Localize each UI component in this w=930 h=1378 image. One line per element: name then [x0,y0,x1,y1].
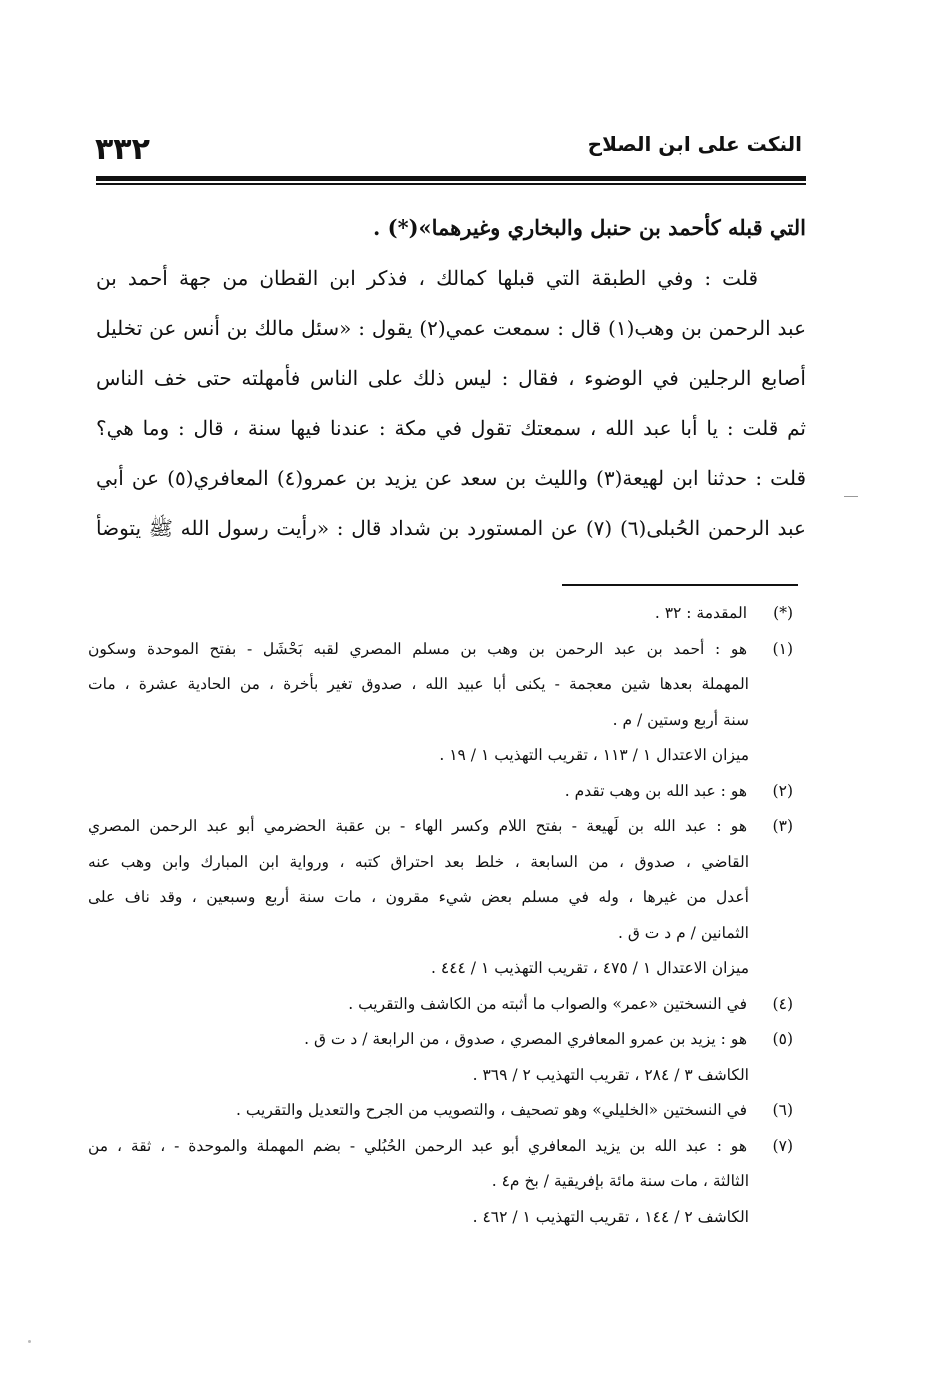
footnote-line [88,1093,793,1129]
footnote-text: هو : أحمد بن عبد الرحمن بن وهب بن مسلم المصري لقبه بَحْشَل - بفتح الموحدة وسكون [88,639,747,658]
footnote-text: في النسختين «الخليلي» وهو تصحيف ، والتصويب من الجرح والتعديل والتقريب . [235,1101,747,1119]
footnote-number: (٢) [772,781,793,800]
footnote-number: (٦) [772,1101,793,1119]
page-number: ٣٣٢ [95,132,150,167]
footnote-line [88,987,793,1023]
footnote-line [88,880,793,916]
footnote-line [88,703,793,739]
footnote-line [88,1164,793,1200]
main-line: التي قبله كأحمد بن حنبل والبخاري وغيرهما»(*) . [373,215,806,240]
scan-speck [28,1340,31,1343]
footnote-number: (٧) [772,1136,793,1155]
footnote-line [88,1200,793,1236]
footnote-text: الثالثة ، مات سنة مائة بإفريقية / بخ م٤ . [491,1172,749,1190]
footnote-source: الكاشف ٢ / ١٤٤ ، تقريب التهذيب ١ / ٤٦٢ . [472,1207,749,1226]
footnote-text: هو : عبد الله بن وهب تقدم . [564,781,747,800]
main-text [96,203,806,553]
footnote-text: هو : عبد الله بن لَهيعة - بفتح اللام وكسر الهاء - بن عقبة الحضرمي أبو عبد الرحمن المصري [88,817,747,835]
footnote-separator [562,584,798,586]
footnote-text: القاضي ، صدوق ، من السابعة ، خلط بعد احتراق كتبه ، ورواية ابن المبارك وابن وهب عنه [88,852,749,871]
main-line: قلت : حدثنا ابن لهيعة(٣) والليث بن سعد عن يزيد بن عمرو(٤) المعافري(٥) عن أبي [96,466,806,490]
footnote-number: (٤) [772,994,793,1013]
footnote-text: هو : عبد الله بن يزيد المعافري أبو عبد الرحمن الحُبُلي - بضم المهملة والموحدة - ، ثقة ، من [88,1136,747,1155]
margin-mark [844,496,858,497]
footnote-line [88,809,793,845]
footnote-line [88,1129,793,1165]
footnote-number: (٥) [772,1030,793,1048]
footnote-number: (١) [772,639,793,658]
header-rule-thin [96,183,806,185]
running-title: النكت على ابن الصلاح [587,132,802,156]
footnote-line [88,667,793,703]
footnote-line [88,1022,793,1058]
footnote-text: سنة أربع وستين / م . [612,710,749,729]
header-rule-thick [96,176,806,181]
footnote-text: الثمانين / م د ت ق . [617,923,749,942]
footnote-line [88,951,793,987]
footnote-number: (*) [773,604,793,622]
footnote-text: المهملة بعدها شين معجمة - يكنى أبا عبيد الله ، صدوق تغير بأخرة ، من الحادية عشرة ، مات [88,675,749,693]
footnote-source: ميزان الاعتدال ١ / ٤٧٥ ، تقريب التهذيب ١ / ٤٤٤ . [431,959,749,977]
footnote-line [88,738,793,774]
footnote-source: الكاشف ٣ / ٢٨٤ ، تقريب التهذيب ٢ / ٣٦٩ . [472,1065,749,1084]
footnote-text: في النسختين «عمر» والصواب ما أثبته من الكاشف والتقريب . [348,994,747,1013]
footnote-text: هو : يزيد بن عمرو المعافري المصري ، صدوق ، من الرابعة / د ت ق . [304,1030,747,1048]
main-line: عبد الرحمن بن وهب(١) قال : سمعت عمي(٢) يقول : «سئل مالك بن أنس عن تخليل [96,316,807,340]
footnote-line [88,596,793,632]
main-line: ثم قلت : يا أبا عبد الله ، سمعتك تقول في مكة : عندنا فيها سنة ، قال : وما هي؟ [96,416,806,440]
main-line: أصابع الرجلين في الوضوء ، فقال : ليس ذلك على الناس فأمهلته حتى خف الناس [96,366,806,390]
footnote-line [88,774,793,810]
footnote-line [88,845,793,881]
footnote-source: ميزان الاعتدال ١ / ١١٣ ، تقريب التهذيب ١ / ١٩ . [439,746,749,764]
footnote-line [88,632,793,668]
footnote-line [88,916,793,952]
footnote-text: المقدمة : ٣٢ . [654,604,747,622]
main-line: عبد الرحمن الحُبلى(٦) (٧) عن المستورد بن شداد قال : «رأيت رسول الله ﷺ يتوضأ [96,516,806,540]
main-line: قلت : وفي الطبقة التي قبلها كمالك ، فذكر ابن القطان من جهة أحمد بن [96,266,759,290]
footnote-text: أعدل من غيرها ، وله في مسلم بعض شيء مقرون ، مات سنة أربع وسبعين ، وقد ناف على [88,888,749,906]
footnotes [88,596,793,1235]
footnote-line [88,1058,793,1094]
footnote-number: (٣) [772,817,793,835]
